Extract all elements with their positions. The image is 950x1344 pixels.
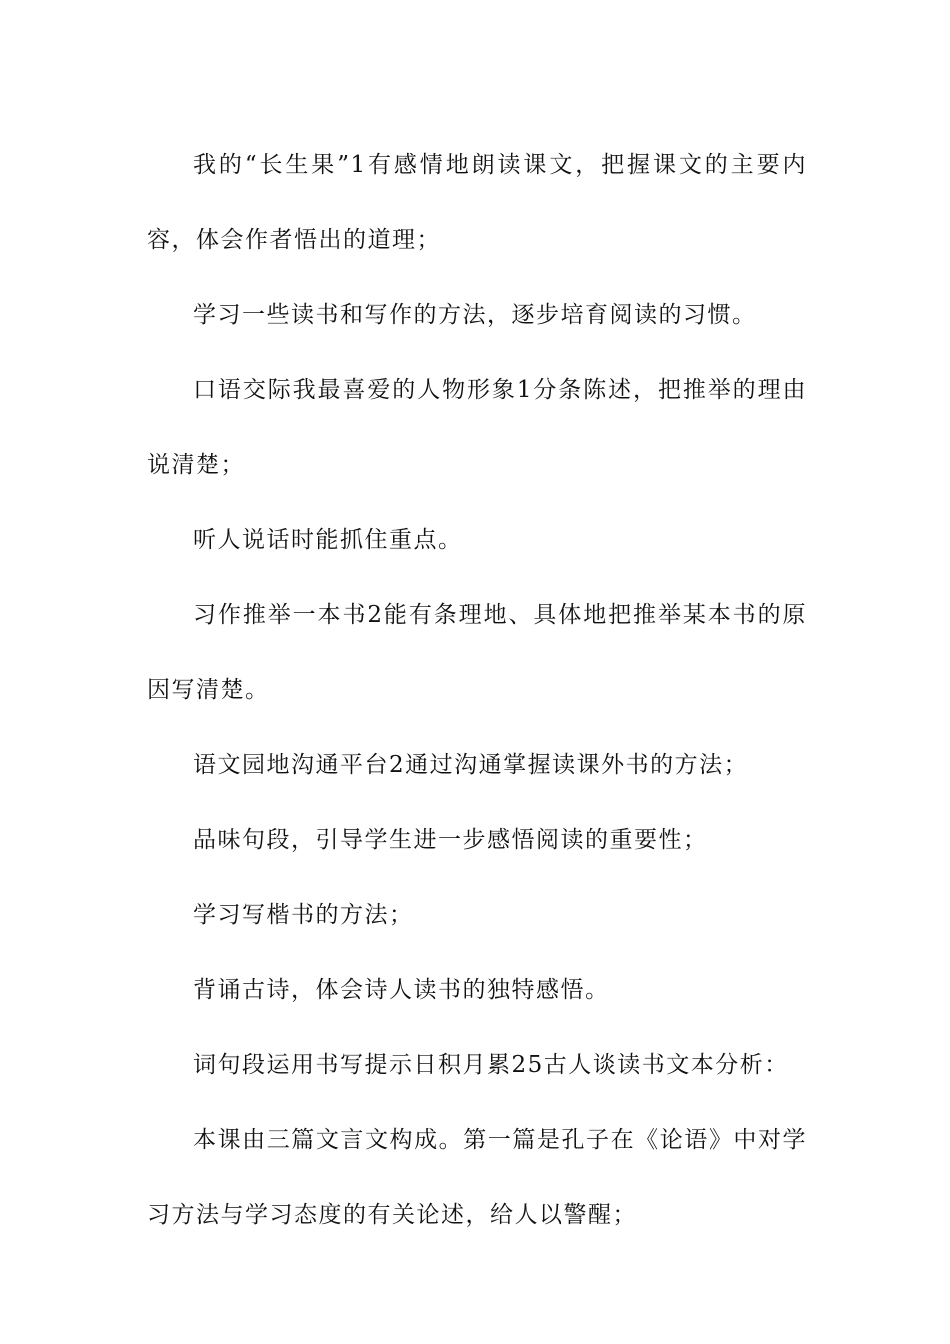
paragraph-2: 学习一些读书和写作的方法，逐步培育阅读的习惯。: [193, 302, 757, 328]
document-body: [147, 128, 807, 1253]
paragraph-10: 词句段运用书写提示日积月累25古人谈读书文本分析：: [193, 1052, 789, 1078]
paragraph-9: 背诵古诗，体会诗人读书的独特感悟。: [193, 977, 610, 1003]
paragraph-3: 口语交际我最喜爱的人物形象1分条陈述，把推举的理由说清楚；: [147, 377, 807, 478]
paragraph-6: 语文园地沟通平台2通过沟通掌握读课外书的方法；: [193, 752, 749, 778]
paragraph-5: 习作推举一本书2能有条理地、具体地把推举某本书的原因写清楚。: [147, 602, 807, 703]
paragraph-7: 品味句段，引导学生进一步感悟阅读的重要性；: [193, 827, 708, 853]
paragraph-4: 听人说话时能抓住重点。: [193, 527, 463, 553]
paragraph-8: 学习写楷书的方法；: [193, 902, 414, 928]
paragraph-1: 我的“长生果”1有感情地朗读课文，把握课文的主要内容，体会作者悟出的道理；: [147, 152, 807, 253]
paragraph-11: 本课由三篇文言文构成。第一篇是孔子在《论语》中对学习方法与学习态度的有关论述，给人以警醒；: [147, 1127, 807, 1228]
